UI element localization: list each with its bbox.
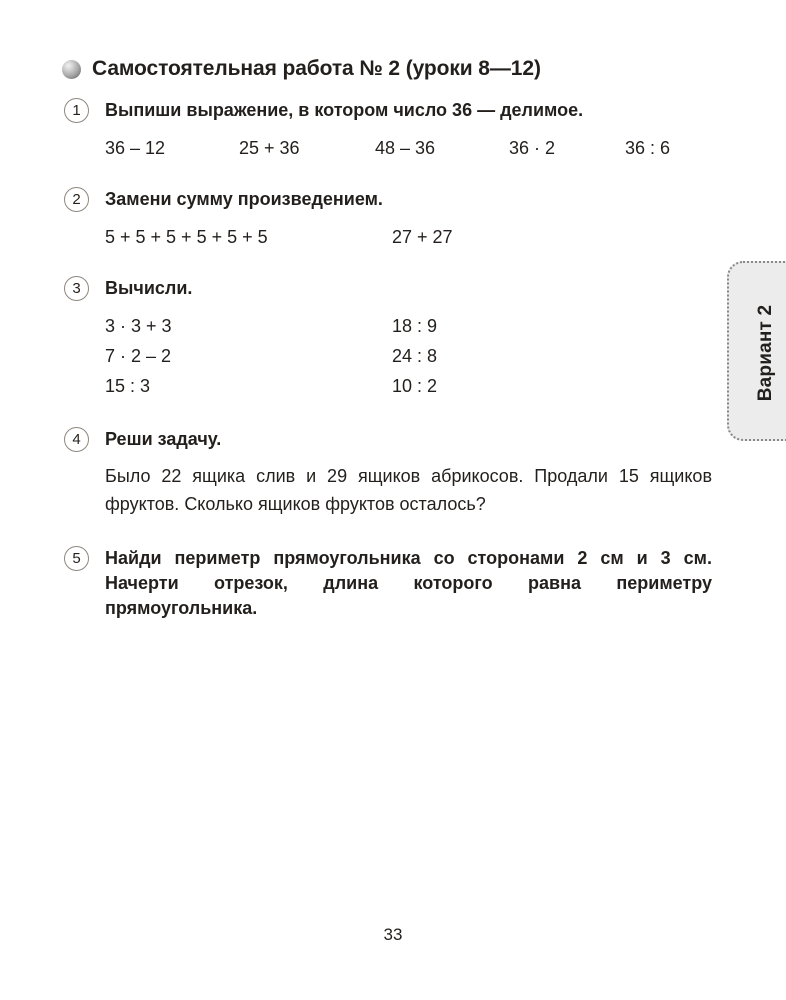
task-number-badge: 4	[64, 427, 89, 452]
task-5-prompt: Найди периметр прямоугольника со сторонами 2 см и 3 см. Начерти отрезок, длина которого равна периметру прямоугольника.	[105, 548, 712, 618]
page-header	[62, 52, 712, 86]
page-number: 33	[383, 925, 403, 944]
variant-tab-label: Вариант 2	[754, 304, 776, 402]
task-3-prompt: Вычисли.	[105, 278, 193, 298]
task-number-badge: 1	[64, 98, 89, 123]
task-number-badge: 3	[64, 276, 89, 301]
page-title: Самостоятельная работа № 2 (уроки 8—12)	[92, 57, 541, 80]
task-3-expression-row	[105, 371, 712, 401]
expression-item: 48 – 36	[375, 138, 436, 158]
expression-item: 25 + 36	[239, 138, 300, 158]
task-2	[62, 187, 712, 252]
task-1-prompt: Выпиши выражение, в котором число 36 — делимое.	[105, 100, 584, 120]
spacer	[105, 301, 712, 311]
task-4-prompt: Реши задачу.	[105, 429, 222, 449]
expression-item: 15 : 3	[105, 376, 151, 396]
expression-item: 7 · 2 – 2	[105, 346, 172, 366]
task-5	[62, 546, 712, 621]
expression-item: 24 : 8	[392, 346, 438, 366]
task-number-badge: 2	[64, 187, 89, 212]
page-content	[62, 52, 712, 621]
task-4	[62, 427, 712, 518]
task-1-expression-row	[105, 133, 712, 163]
task-1	[62, 98, 712, 163]
task-3-expression-row	[105, 311, 712, 341]
task-3	[62, 276, 712, 401]
expression-item: 10 : 2	[392, 376, 438, 396]
expression-item: 36 : 6	[625, 138, 671, 158]
task-4-body: Было 22 ящика слив и 29 ящиков абрикосов. Продали 15 ящиков фруктов. Сколько ящиков фруктов осталось?	[105, 466, 712, 514]
sphere-bullet-icon	[62, 60, 81, 79]
expression-item: 27 + 27	[392, 227, 453, 247]
task-3-expression-row	[105, 341, 712, 371]
spacer	[105, 212, 712, 222]
variant-tab	[727, 261, 786, 441]
task-2-expression-row	[105, 222, 712, 252]
expression-item: 3 · 3 + 3	[105, 316, 172, 336]
spacer	[105, 452, 712, 462]
expression-item: 36 · 2	[509, 138, 556, 158]
task-2-prompt: Замени сумму произведением.	[105, 189, 383, 209]
expression-item: 36 – 12	[105, 138, 166, 158]
spacer	[105, 123, 712, 133]
expression-item: 18 : 9	[392, 316, 438, 336]
task-number-badge: 5	[64, 546, 89, 571]
expression-item: 5 + 5 + 5 + 5 + 5 + 5	[105, 227, 268, 247]
